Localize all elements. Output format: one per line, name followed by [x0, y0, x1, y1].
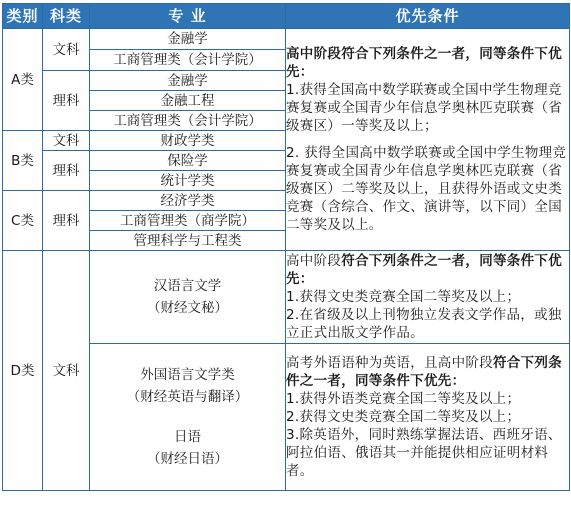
condition-d1 [286, 251, 570, 344]
header-category: 类别 [3, 4, 43, 29]
major-cell: 工商管理类（会计学院） [90, 111, 286, 131]
major-line: 外国语言文学类 [140, 367, 235, 383]
major-line: （财经英语与翻译） [126, 389, 249, 405]
lead-plain-text: 高中阶段 [286, 253, 342, 269]
subject-c-like: 理科 [43, 191, 90, 251]
major-cell: 管理科学与工程类 [90, 231, 286, 251]
condition-abc-lead: 高中阶段符合下列条件之一者，同等条件下优先： [286, 46, 562, 80]
lead-bold-text: 符合下列条件之一者，同等条件下优先： [286, 355, 562, 389]
header-condition: 优先条件 [286, 4, 570, 29]
paragraph-gap [286, 135, 569, 144]
major-cell: 财政学类 [90, 131, 286, 151]
condition-d2 [286, 344, 570, 491]
condition-d1-item-1: 1.获得文史类竞赛全国二等奖及以上； [286, 289, 521, 305]
major-cell: 统计学类 [90, 171, 286, 191]
condition-d2-lead [286, 354, 569, 390]
major-line: （财经日语） [147, 451, 228, 467]
major-cell: 金融工程 [90, 91, 286, 111]
subject-a-like: 理科 [43, 71, 90, 131]
header-subject: 科类 [43, 4, 90, 29]
condition-d2-item-1: 1.获得外语类竞赛全国二等奖及以上； [286, 391, 521, 407]
subject-d: 文科 [43, 251, 90, 491]
major-cell: 工商管理类（商学院） [90, 211, 286, 231]
major-line: 日语 [174, 429, 201, 445]
condition-abc-item-1: 1.获得全国高中数学联赛或全国中学生物理竞赛复赛或全国青少年信息学奥林匹克联赛（省级赛区）一等奖及以上； [286, 82, 562, 134]
table-row [3, 29, 570, 50]
condition-abc-item-2: 2. 获得全国高中数学联赛或全国中学生物理竞赛复赛或全国青少年信息学奥林匹克联赛（省级赛区）二等奖及以上，且获得外语或文史类竞赛（含综合、作文、演讲等，以下同）全国二等奖及以上。 [286, 145, 567, 233]
major-line: （财经文秘） [147, 300, 228, 316]
major-cell-d-top [90, 251, 286, 344]
admission-table [2, 3, 570, 491]
category-a: A类 [3, 29, 43, 131]
category-d: D类 [3, 251, 43, 491]
subject-a-wenke: 文科 [43, 29, 90, 71]
major-cell: 经济学类 [90, 191, 286, 211]
lead-plain-text: 高考外语语种为英语，且高中阶段 [286, 355, 493, 371]
major-cell: 工商管理类（会计学院） [90, 50, 286, 71]
major-cell: 保险学 [90, 151, 286, 171]
major-line: 汉语言文学 [153, 278, 222, 294]
spacer [90, 408, 285, 426]
major-cell-d-bottom [90, 344, 286, 491]
condition-d1-item-2: 2.在省级及以上刊物独立发表文学作品，或独立正式出版文学作品。 [286, 307, 562, 341]
table-row [3, 251, 570, 344]
subject-b-like: 理科 [43, 151, 90, 191]
condition-d2-item-2: 2.获得文史类竞赛全国二等奖及以上； [286, 409, 521, 425]
condition-d1-lead [286, 252, 569, 288]
subject-b-wenke: 文科 [43, 131, 90, 151]
header-row [3, 4, 570, 29]
condition-d2-item-3: 3.除英语外，同时熟练掌握法语、西班牙语、阿拉伯语、俄语其一并能提供相应证明材料者。 [286, 427, 562, 479]
major-cell: 金融学 [90, 29, 286, 50]
header-major: 专 业 [90, 4, 286, 29]
category-c: C类 [3, 191, 43, 251]
condition-abc [286, 29, 570, 251]
major-cell: 金融学 [90, 71, 286, 91]
category-b: B类 [3, 131, 43, 191]
lead-bold-text: 符合下列条件之一者，同等条件下优先： [286, 253, 563, 287]
